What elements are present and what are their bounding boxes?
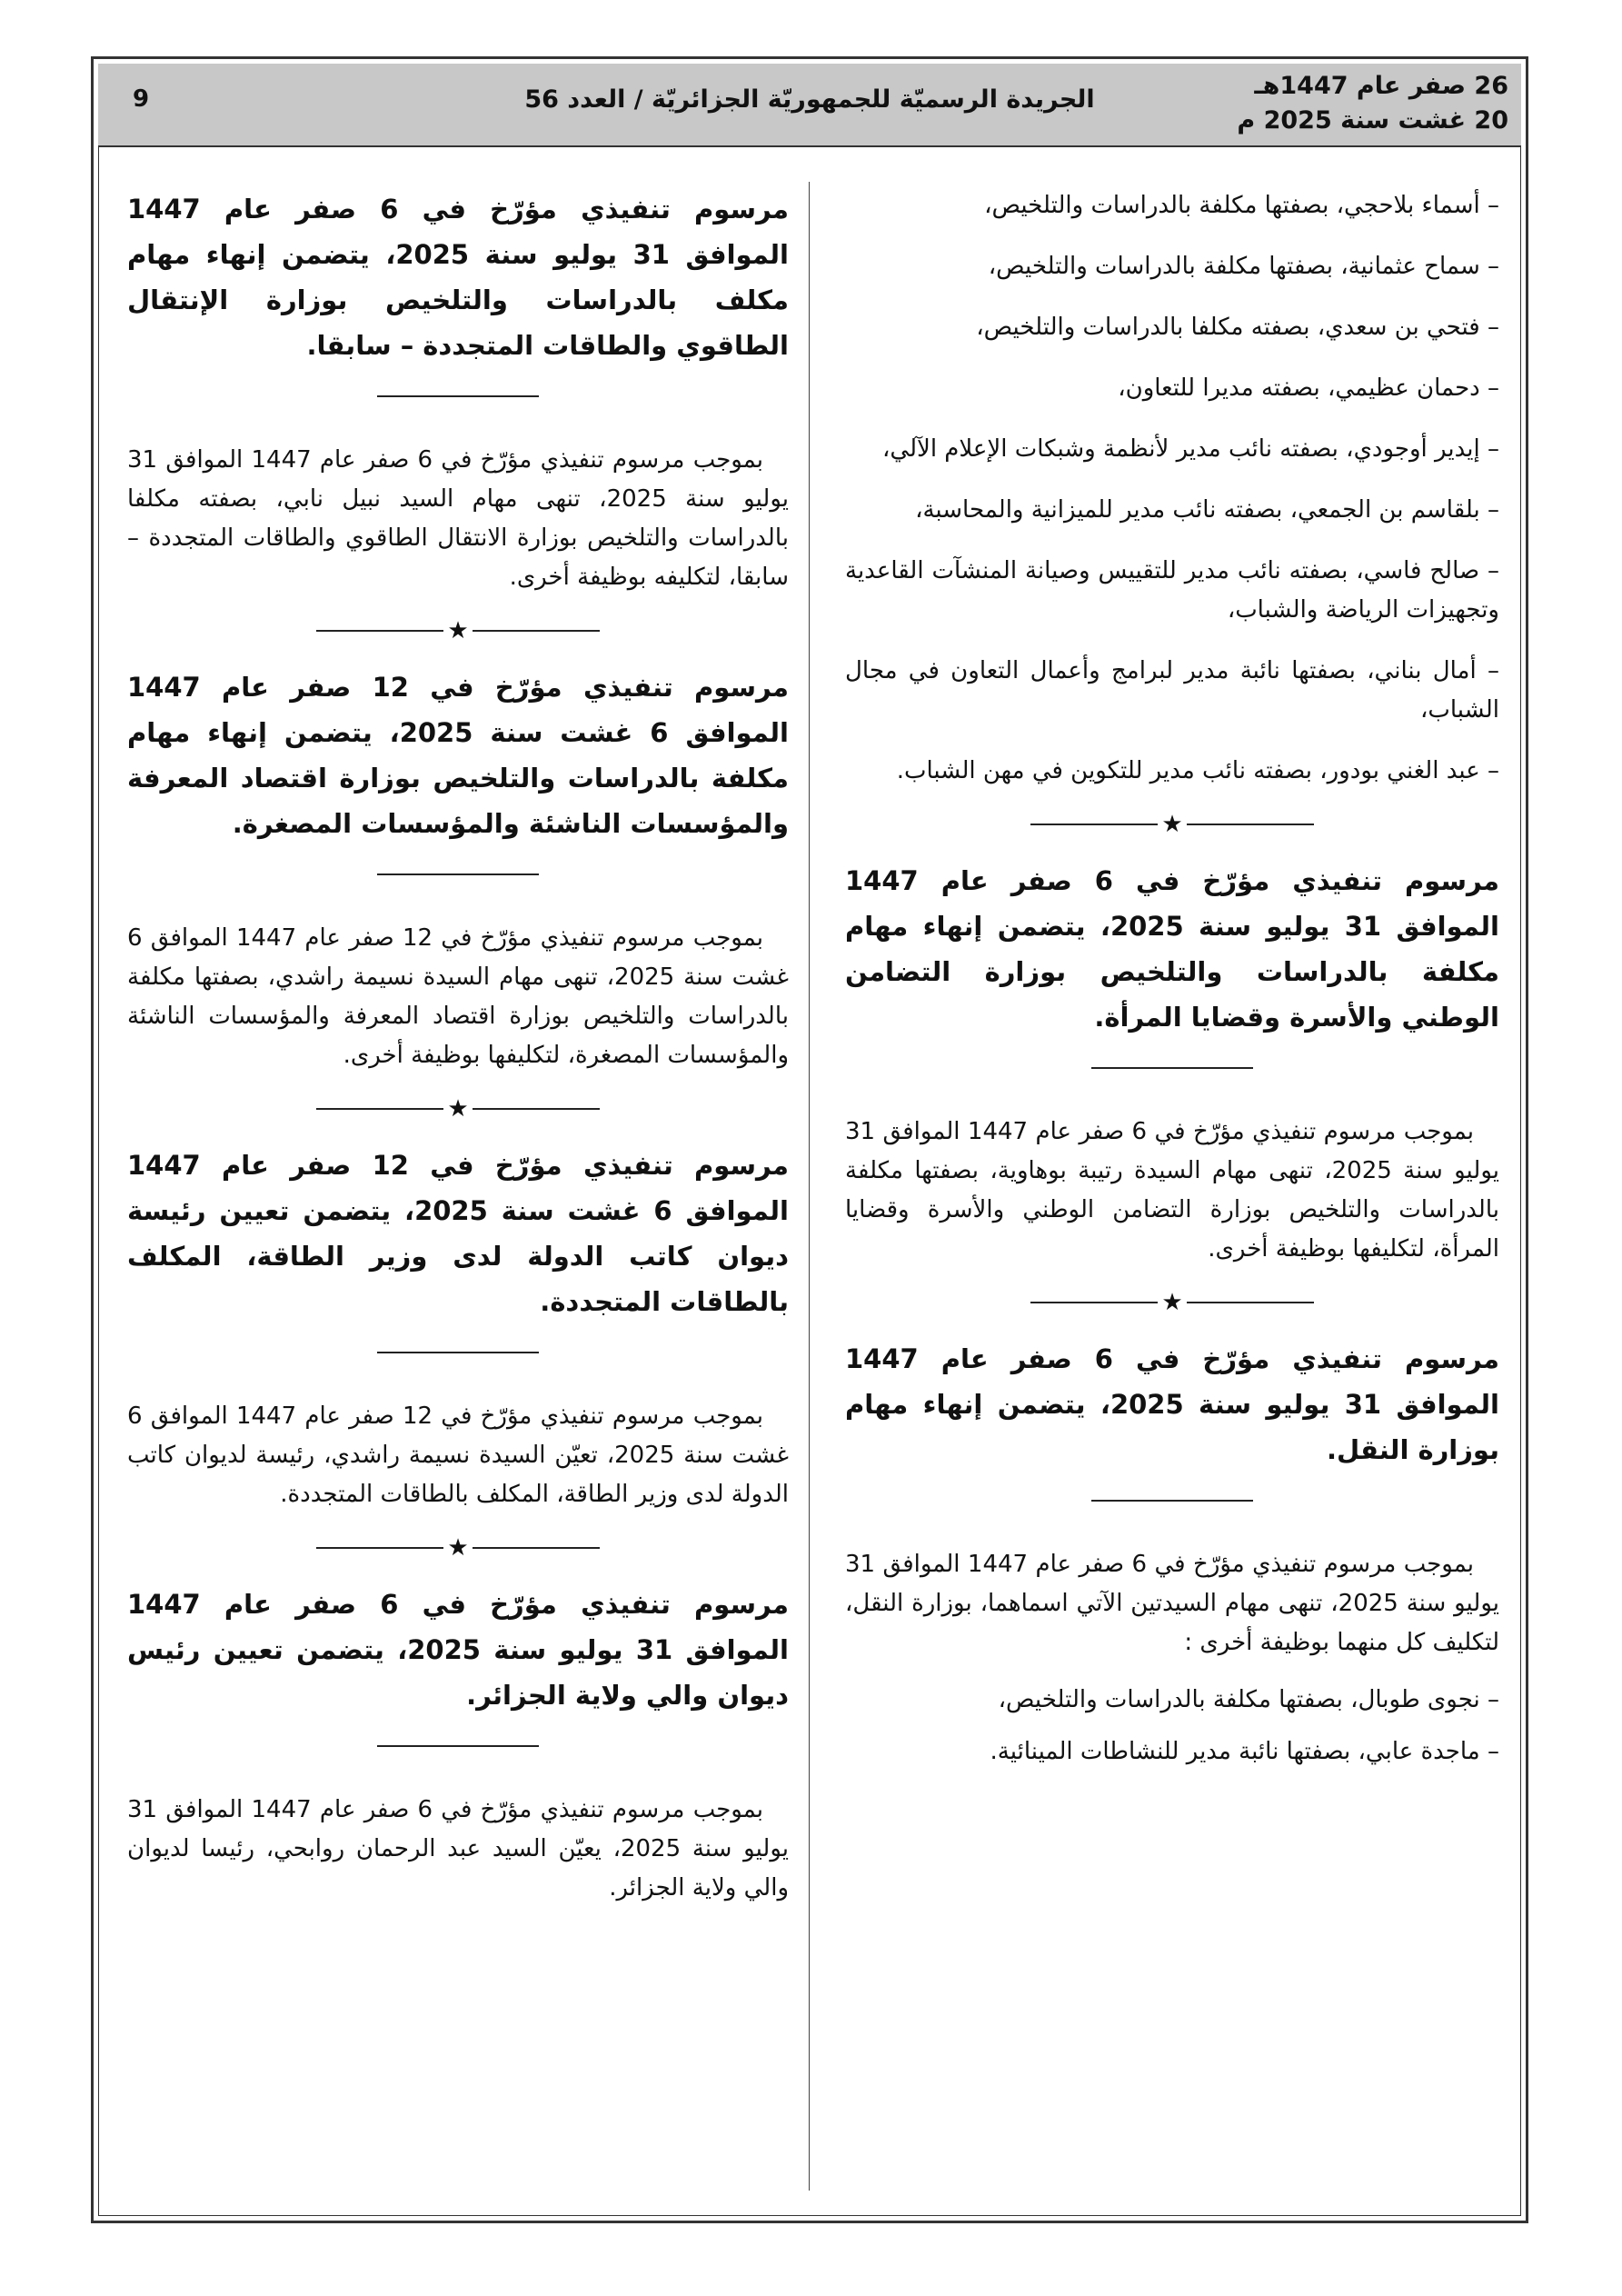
star-icon: ★ [447,1095,469,1123]
star-icon: ★ [447,617,469,644]
heading-rule [377,1745,539,1747]
list-item: – ماجدة عابي، بصفتها نائبة مدير للنشاطات المينائية. [990,1738,1499,1765]
decree-body: بموجب مرسوم تنفيذي مؤرّخ في 6 صفر عام 1447 الموافق 31 يوليو سنة 2025، تنهى مهام السيدة رتيبة بوهاوية، بصفتها مكلفة بالدراسات والتلخيص بوزارة التضامن الوطني والأسرة وقضايا المرأة، لتكليفها بوظيفة أخرى. [845,1118,1499,1263]
list-item: – إيدير أوجودي، بصفته نائب مدير لأنظمة وشبكات الإعلام الآلي، [882,435,1499,463]
divider-line [316,1108,443,1110]
page-number: 9 [133,85,150,113]
heading-rule [377,873,539,875]
header-date-hijri: 26 صفر عام 1447هـ [1254,72,1508,100]
decree-heading: مرسوم تنفيذي مؤرّخ في 6 صفر عام 1447 الموافق 31 يوليو سنة 2025، يتضمن تعيين رئيس ديوان والي ولاية الجزائر. [127,1589,790,1711]
star-divider [845,1289,1499,1316]
list-item: – أسماء بلاحجي، بصفتها مكلفة بالدراسات والتلخيص، [984,192,1499,219]
star-divider [845,811,1499,838]
heading-rule [1091,1500,1253,1502]
heading-rule [377,1352,539,1353]
star-icon: ★ [447,1534,469,1562]
star-divider [127,1095,789,1123]
list-item: – نجوى طوبال، بصفتها مكلفة بالدراسات والتلخيص، [998,1686,1499,1713]
divider-line [1030,824,1158,825]
divider-line [473,1108,600,1110]
star-divider [127,1534,789,1562]
divider-line [473,1547,600,1549]
decree-body: بموجب مرسوم تنفيذي مؤرّخ في 6 صفر عام 1447 الموافق 31 يوليو سنة 2025، تنهى مهام السيدتين الآتي اسماهما، بوزارة النقل، لتكليف كل منهما بوظيفة أخرى : [845,1551,1499,1656]
divider-line [316,1547,443,1549]
list-item: – أمال بناني، بصفتها نائبة مدير لبرامج وأعمال التعاون في مجال الشباب، [845,657,1499,724]
decree-body: بموجب مرسوم تنفيذي مؤرّخ في 6 صفر عام 1447 الموافق 31 يوليو سنة 2025، تنهى مهام السيد نبيل نابي، بصفته مكلفا بالدراسات والتلخيص بوزارة الانتقال الطاقوي والطاقات المتجددة – سابقا، لتكليفه بوظيفة أخرى. [127,446,789,591]
list-item: – دحمان عظيمي، بصفته مديرا للتعاون، [1118,374,1499,402]
right-column [845,186,1499,1772]
decree-heading: مرسوم تنفيذي مؤرّخ في 12 صفر عام 1447 الموافق 6 غشت سنة 2025، يتضمن تعيين رئيسة ديوان كاتب الدولة لدى وزير الطاقة، المكلف بالطاقات المتجددة. [127,1150,789,1317]
left-column [127,186,789,1908]
heading-rule [377,395,539,397]
decree-heading: مرسوم تنفيذي مؤرّخ في 6 صفر عام 1447 الموافق 31 يوليو سنة 2025، يتضمن إنهاء مهام مكلفة بالدراسات والتلخيص بوزارة التضامن الوطني والأسرة وقضايا المرأة. [845,865,1499,1033]
divider-line [316,630,443,632]
heading-rule [1091,1067,1253,1069]
decree-body: بموجب مرسوم تنفيذي مؤرّخ في 12 صفر عام 1447 الموافق 6 غشت سنة 2025، تنهى مهام السيدة نسيمة راشدي، بصفتها مكلفة بالدراسات والتلخيص بوزارة اقتصاد المعرفة والمؤسسات الناشئة والمؤسسات المصغرة، لتكليفها بوظيفة أخرى. [127,924,789,1069]
star-divider [127,617,789,644]
list-item: – فتحي بن سعدي، بصفته مكلفا بالدراسات والتلخيص، [976,314,1499,341]
header-date-gregorian: 20 غشت سنة 2025 م [1237,106,1508,135]
decree-heading: مرسوم تنفيذي مؤرّخ في 6 صفر عام 1447 الموافق 31 يوليو سنة 2025، يتضمن إنهاء مهام مكلف بالدراسات والتلخيص بوزارة الإنتقال الطاقوي والطاقات المتجددة – سابقا. [127,194,789,361]
decree-heading: مرسوم تنفيذي مؤرّخ في 12 صفر عام 1447 الموافق 6 غشت سنة 2025، يتضمن إنهاء مهام مكلفة بالدراسات والتلخيص بوزارة اقتصاد المعرفة والمؤسسات الناشئة والمؤسسات المصغرة. [127,672,789,839]
decree-body: بموجب مرسوم تنفيذي مؤرّخ في 6 صفر عام 1447 الموافق 31 يوليو سنة 2025، يعيّن السيد عبد الرحمان روابحي، رئيسا لديوان والي ولاية الجزائر. [127,1796,789,1902]
decree-body: بموجب مرسوم تنفيذي مؤرّخ في 12 صفر عام 1447 الموافق 6 غشت سنة 2025، تعيّن السيدة نسيمة راشدي، رئيسة لديوان كاتب الدولة لدى وزير الطاقة، المكلف بالطاقات المتجددة. [127,1403,789,1508]
list-item: – بلقاسم بن الجمعي، بصفته نائب مدير للميزانية والمحاسبة، [915,496,1499,524]
star-icon: ★ [1161,1289,1183,1316]
column-divider [809,182,810,2191]
divider-line [473,630,600,632]
list-item: – عبد الغني بودور، بصفته نائب مدير للتكوين في مهن الشباب. [896,757,1499,784]
page-header [98,64,1521,147]
divider-line [1030,1302,1158,1303]
header-title: الجريدة الرسميّة للجمهوريّة الجزائريّة / العدد 56 [524,85,1095,114]
decree-heading: مرسوم تنفيذي مؤرّخ في 6 صفر عام 1447 الموافق 31 يوليو سنة 2025، يتضمن إنهاء مهام بوزارة النقل. [845,1343,1499,1465]
divider-line [1187,824,1314,825]
list-item: – سماح عثمانية، بصفتها مكلفة بالدراسات والتلخيص، [988,253,1499,280]
list-item: – صالح فاسي، بصفته نائب مدير للتقييس وصيانة المنشآت القاعدية وتجهيزات الرياضة والشباب، [845,557,1499,624]
star-icon: ★ [1161,811,1183,838]
divider-line [1187,1302,1314,1303]
